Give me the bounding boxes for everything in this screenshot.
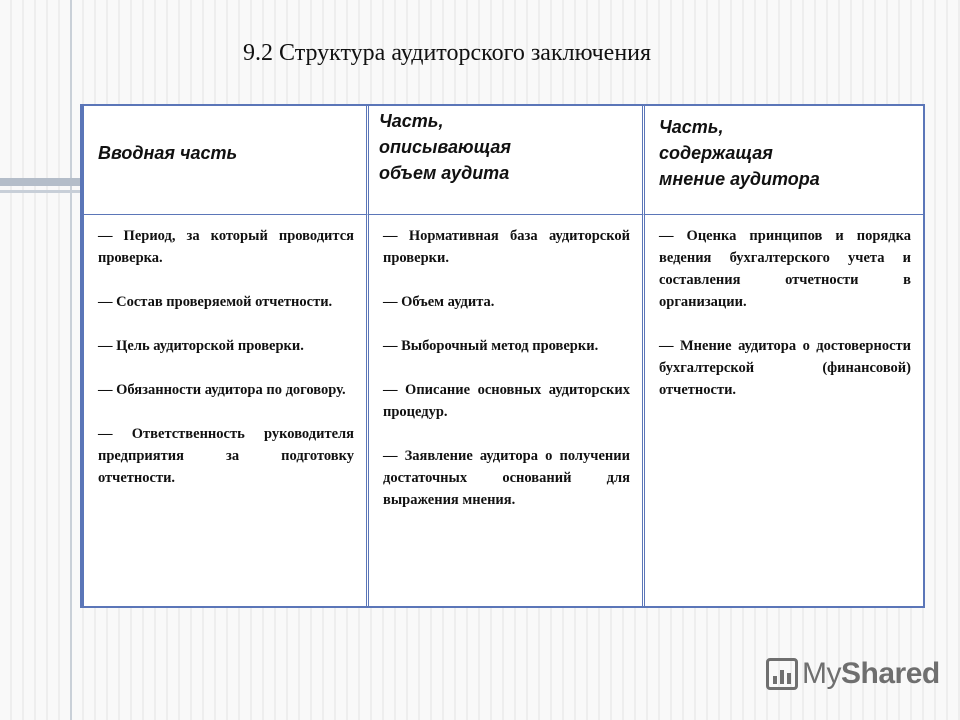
list-item: — Состав проверяемой отчетности. (98, 294, 333, 310)
header-line: Часть, (659, 117, 724, 137)
header-line: описывающая (379, 137, 512, 157)
list-item: — Описание основных аудиторских процедур. (383, 382, 630, 420)
list-item: — Объем аудита. (383, 294, 495, 310)
header-row (82, 106, 923, 215)
header-line: объем аудита (379, 163, 510, 183)
list-item: — Цель аудиторской проверки. (98, 338, 304, 354)
list-item: — Нормативная база аудиторской проверки. (383, 228, 630, 266)
background-vertical-line (70, 0, 72, 720)
list-item: — Обязанности аудитора по договору. (98, 382, 346, 398)
header-line: мнение аудитора (659, 169, 820, 189)
watermark-logo (766, 656, 940, 692)
header-cell-opinion (642, 106, 923, 215)
content-cell-opinion (642, 215, 923, 606)
content-row (82, 215, 923, 606)
header-cell-scope (366, 106, 642, 215)
structure-table (80, 104, 925, 608)
watermark-part: Shared (841, 657, 940, 690)
list-item: — Выборочный метод проверки. (383, 338, 599, 354)
list-item: — Период, за который проводится проверка. (98, 228, 354, 266)
list-item: — Ответственность руководителя предприятия за подготовку отчетности. (98, 426, 354, 486)
list-item: — Мнение аудитора о достоверности бухгалтерской (финансовой) отчетности. (659, 338, 911, 398)
header-line: Вводная часть (98, 143, 238, 163)
page-title: 9.2 Структура аудиторского заключения (243, 40, 652, 66)
list-item: — Оценка принципов и порядка ведения бухгалтерского учета и составления отчетности в организации. (659, 228, 911, 310)
accent-bar (0, 178, 86, 186)
header-line: содержащая (659, 143, 773, 163)
watermark-part: My (802, 657, 841, 690)
list-item: — Заявление аудитора о получении достаточных оснований для выражения мнения. (383, 448, 630, 508)
header-cell-intro (82, 106, 366, 215)
content-cell-scope (366, 215, 642, 606)
chart-icon (766, 658, 798, 690)
content-cell-intro (82, 215, 366, 606)
watermark-text (802, 657, 940, 691)
header-line: Часть, (379, 111, 444, 131)
accent-bar-thin (0, 190, 86, 193)
